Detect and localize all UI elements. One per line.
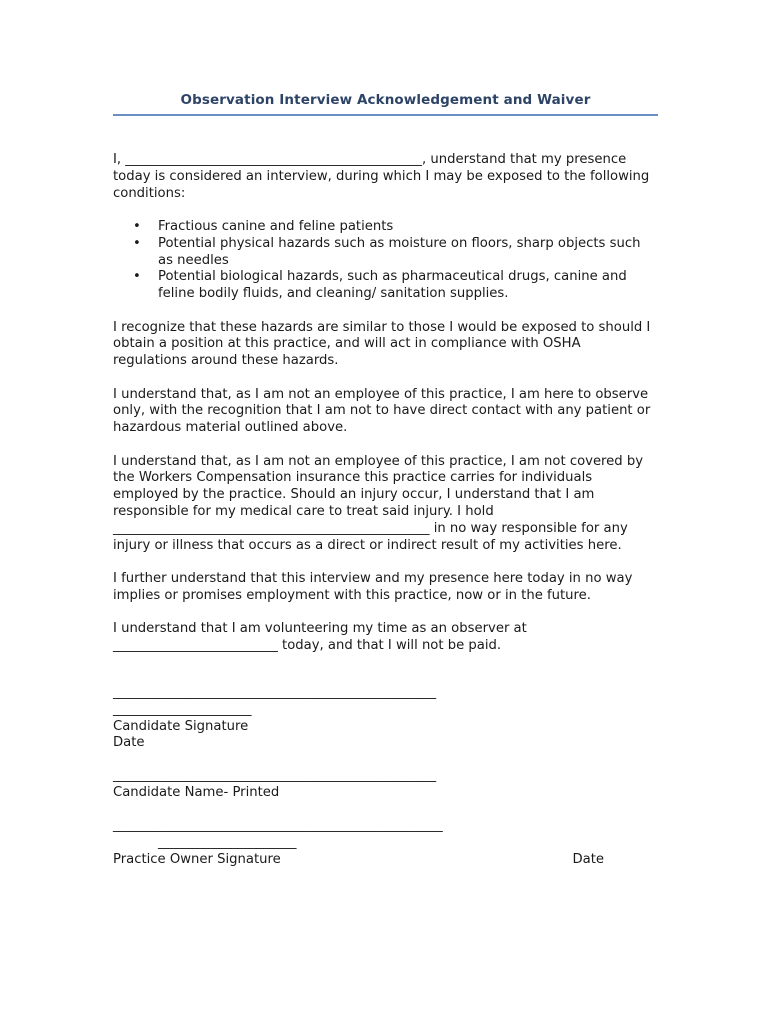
- condition-text: Fractious canine and feline patients: [158, 218, 394, 234]
- practice-location-blank[interactable]: _________________________: [113, 637, 278, 653]
- title-underline: [113, 114, 658, 116]
- workers-comp-paragraph: [113, 454, 658, 555]
- intro-prefix: I,: [113, 152, 126, 167]
- owner-date-label: Date: [572, 851, 604, 867]
- candidate-signature-block: [113, 685, 658, 752]
- bullet-icon: •: [133, 218, 141, 234]
- workers-comp-text: I understand that, as I am not an employee of this practice, I am not covered by the Workers Compensation insurance this practice carries for individuals employed by the practice. Should an injury occur, I understand that I am responsible for my medical care to treat said injury. I hold: [113, 453, 644, 519]
- candidate-name-block: [113, 768, 658, 802]
- list-item: [133, 269, 658, 303]
- candidate-date-line[interactable]: _____________________: [113, 701, 252, 717]
- owner-signature-label: Practice Owner Signature: [113, 851, 281, 867]
- practice-name-blank[interactable]: ________________________________________________: [113, 520, 430, 536]
- observe-paragraph: I understand that, as I am not an employee of this practice, I am here to observe only, with the recognition that I am not to have direct contact with any patient or hazardous material outlined above.: [113, 386, 651, 436]
- conditions-list: [113, 219, 658, 303]
- candidate-name-label: Candidate Name- Printed: [113, 784, 280, 800]
- list-item: [133, 235, 658, 270]
- owner-signature-line[interactable]: __________________________________________________: [113, 818, 443, 833]
- hazards-paragraph: I recognize that these hazards are similar to those I would be exposed to should I obtain a position at this practice, and will act in compliance with OSHA regulations around these hazards.: [113, 319, 651, 369]
- intro-suffix: , understand that my presence today is considered an interview, during which I may be exposed to the following conditions:: [113, 152, 650, 201]
- workers-comp-suffix: in no way responsible for any injury or illness that occurs as a direct or indirect result of my activities here.: [113, 520, 628, 553]
- volunteer-suffix: today, and that I will not be paid.: [277, 637, 502, 653]
- owner-date-line[interactable]: _____________________: [158, 834, 297, 850]
- list-item: [133, 218, 658, 236]
- candidate-signature-label: Candidate Signature: [113, 718, 249, 734]
- condition-text: Potential biological hazards, such as pharmaceutical drugs, canine and feline bodily fluids, and cleaning/ sanitation supplies.: [158, 269, 627, 302]
- document-title: Observation Interview Acknowledgement and Waiver: [180, 92, 591, 108]
- condition-text: Potential physical hazards such as moisture on floors, sharp objects such as needles: [158, 235, 641, 268]
- owner-signature-block: [113, 818, 658, 868]
- employment-paragraph: I further understand that this interview and my presence here today in no way implies or promises employment with this practice, now or in the future.: [113, 570, 633, 603]
- volunteer-prefix: I understand that I am volunteering my time as an observer at: [113, 621, 527, 637]
- name-blank[interactable]: _____________________________________________: [125, 152, 422, 167]
- candidate-signature-line[interactable]: _________________________________________________: [113, 685, 437, 700]
- intro-paragraph: [113, 152, 658, 202]
- volunteer-paragraph: [113, 621, 658, 655]
- document-body: [113, 152, 658, 671]
- bullet-icon: •: [133, 269, 141, 285]
- candidate-name-line[interactable]: _________________________________________________: [113, 768, 437, 783]
- bullet-icon: •: [133, 235, 141, 251]
- candidate-date-label: Date: [113, 735, 145, 751]
- owner-label-row: [113, 852, 658, 869]
